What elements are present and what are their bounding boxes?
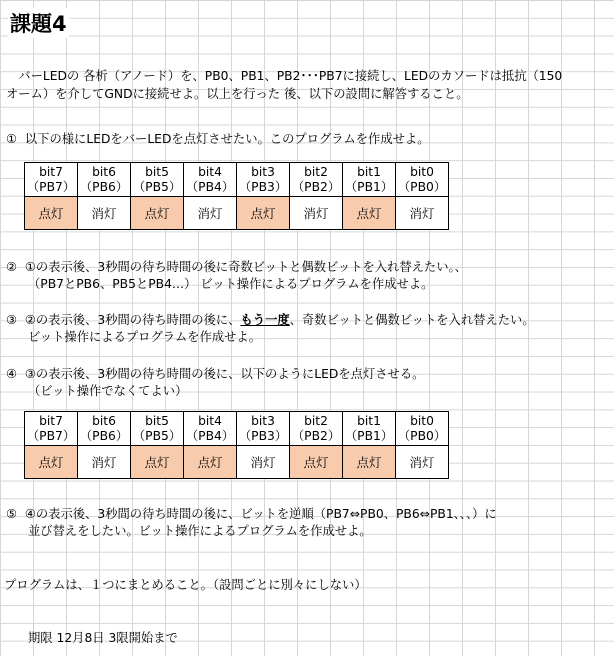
bit-label: bit1 [357, 164, 381, 179]
pin-label: （PB0） [397, 179, 447, 194]
led-state-cell: 消灯 [396, 446, 448, 478]
bit-label: bit4 [198, 164, 222, 179]
table-header-cell [184, 412, 236, 445]
pin-label: （PB4） [185, 428, 235, 443]
question-3-line-1-pre: ②の表示後、3秒間の待ち時間の後に、 [24, 313, 241, 327]
led-state-cell: 消灯 [290, 197, 342, 229]
question-4-line-2: （ビット操作でなくてよい） [28, 384, 188, 398]
led-state-cell: 点灯 [184, 446, 236, 478]
table-header-cell [78, 412, 130, 445]
bit-label: bit7 [39, 413, 63, 428]
question-5-line-1: ④の表示後、3秒間の待ち時間の後に、ビットを逆順（PB7⇔PB0、PB6⇔PB1、、、）に [24, 507, 497, 521]
table-header-cell [343, 412, 395, 445]
table-header-cell [25, 163, 77, 196]
led-state-cell: 点灯 [237, 197, 289, 229]
led-state-cell: 消灯 [184, 197, 236, 229]
question-3-line-2: ビット操作によるプログラムを作成せよ。 [28, 330, 262, 344]
pin-label: （PB6） [79, 428, 129, 443]
led-state-cell: 消灯 [78, 446, 130, 478]
question-5-number: ⑤ [6, 507, 18, 521]
bit-label: bit3 [251, 413, 275, 428]
bit-label: bit1 [357, 413, 381, 428]
table-header-cell [25, 412, 77, 445]
question-2-line-2: （PB7とPB6、PB5とPB4…） ビット操作によるプログラムを作成せよ。 [28, 277, 434, 291]
intro-line-1: バーLEDの 各析（アノード）を、PB0、PB1、PB2･･･PB7に接続し、LEDのカソードは抵抗（150 [6, 69, 563, 83]
question-2 [6, 258, 467, 276]
page-title: 課題4 [8, 8, 69, 38]
question-4 [6, 365, 424, 383]
question-4-line-1: ③の表示後、3秒間の待ち時間の後に、以下のようにLEDを点灯させる。 [24, 367, 425, 381]
pin-label: （PB1） [344, 428, 394, 443]
led-state-cell: 点灯 [131, 446, 183, 478]
led-state-cell: 消灯 [396, 197, 448, 229]
pin-label: （PB1） [344, 179, 394, 194]
led-state-cell: 点灯 [290, 446, 342, 478]
note: プログラムは、１つにまとめること。（設問ごとに別々にしない） [4, 578, 367, 592]
led-state-cell: 点灯 [343, 446, 395, 478]
question-3 [6, 311, 535, 329]
pin-label: （PB5） [132, 428, 182, 443]
question-1 [6, 130, 430, 148]
question-1-number: ① [6, 132, 18, 146]
pin-label: （PB7） [26, 428, 76, 443]
bit-label: bit7 [39, 164, 63, 179]
pin-label: （PB7） [26, 179, 76, 194]
table-header-cell [290, 163, 342, 196]
bit-label: bit6 [92, 164, 116, 179]
led-state-cell: 消灯 [237, 446, 289, 478]
pin-label: （PB3） [238, 179, 288, 194]
table-header-cell [184, 163, 236, 196]
question-5 [6, 505, 497, 523]
question-2-number: ② [6, 260, 18, 274]
pin-label: （PB2） [291, 179, 341, 194]
led-table-2 [24, 411, 449, 479]
table-header-cell [343, 163, 395, 196]
question-2-line-1: ①の表示後、3秒間の待ち時間の後に奇数ビットと偶数ビットを入れ替えたい。、 [24, 260, 467, 274]
table-header-cell [290, 412, 342, 445]
table-header-cell [396, 163, 448, 196]
pin-label: （PB5） [132, 179, 182, 194]
pin-label: （PB6） [79, 179, 129, 194]
table-header-cell [131, 412, 183, 445]
table-header-cell [131, 163, 183, 196]
bit-label: bit4 [198, 413, 222, 428]
pin-label: （PB3） [238, 428, 288, 443]
bit-label: bit0 [410, 413, 434, 428]
led-state-cell: 点灯 [25, 197, 77, 229]
led-state-cell: 点灯 [131, 197, 183, 229]
bit-label: bit5 [145, 413, 169, 428]
bit-label: bit6 [92, 413, 116, 428]
pin-label: （PB4） [185, 179, 235, 194]
bit-label: bit3 [251, 164, 275, 179]
intro-line-2: オーム）を介してGNDに接続せよ。以上を行った 後、以下の設問に解答すること。 [6, 87, 469, 101]
bit-label: bit0 [410, 164, 434, 179]
question-1-text: 以下の様にLEDをバーLEDを点灯させたい。このプログラムを作成せよ。 [24, 132, 430, 146]
pin-label: （PB2） [291, 428, 341, 443]
table-header-cell [237, 412, 289, 445]
led-table-1 [24, 162, 449, 230]
led-state-cell: 点灯 [25, 446, 77, 478]
pin-label: （PB0） [397, 428, 447, 443]
deadline: 期限 12月8日 3限開始まで [28, 631, 178, 645]
bit-label: bit5 [145, 164, 169, 179]
bit-label: bit2 [304, 413, 328, 428]
question-5-line-2: 並び替えをしたい。ビット操作によるプログラムを作成せよ。 [28, 524, 372, 538]
question-4-number: ④ [6, 367, 18, 381]
question-3-emphasis: もう一度 [240, 313, 290, 327]
led-state-cell: 消灯 [78, 197, 130, 229]
table-header-cell [396, 412, 448, 445]
table-header-cell [78, 163, 130, 196]
question-3-number: ③ [6, 313, 18, 327]
table-header-cell [237, 163, 289, 196]
led-state-cell: 点灯 [343, 197, 395, 229]
question-3-line-1-post: 、奇数ビットと偶数ビットを入れ替えたい。 [289, 313, 535, 327]
bit-label: bit2 [304, 164, 328, 179]
